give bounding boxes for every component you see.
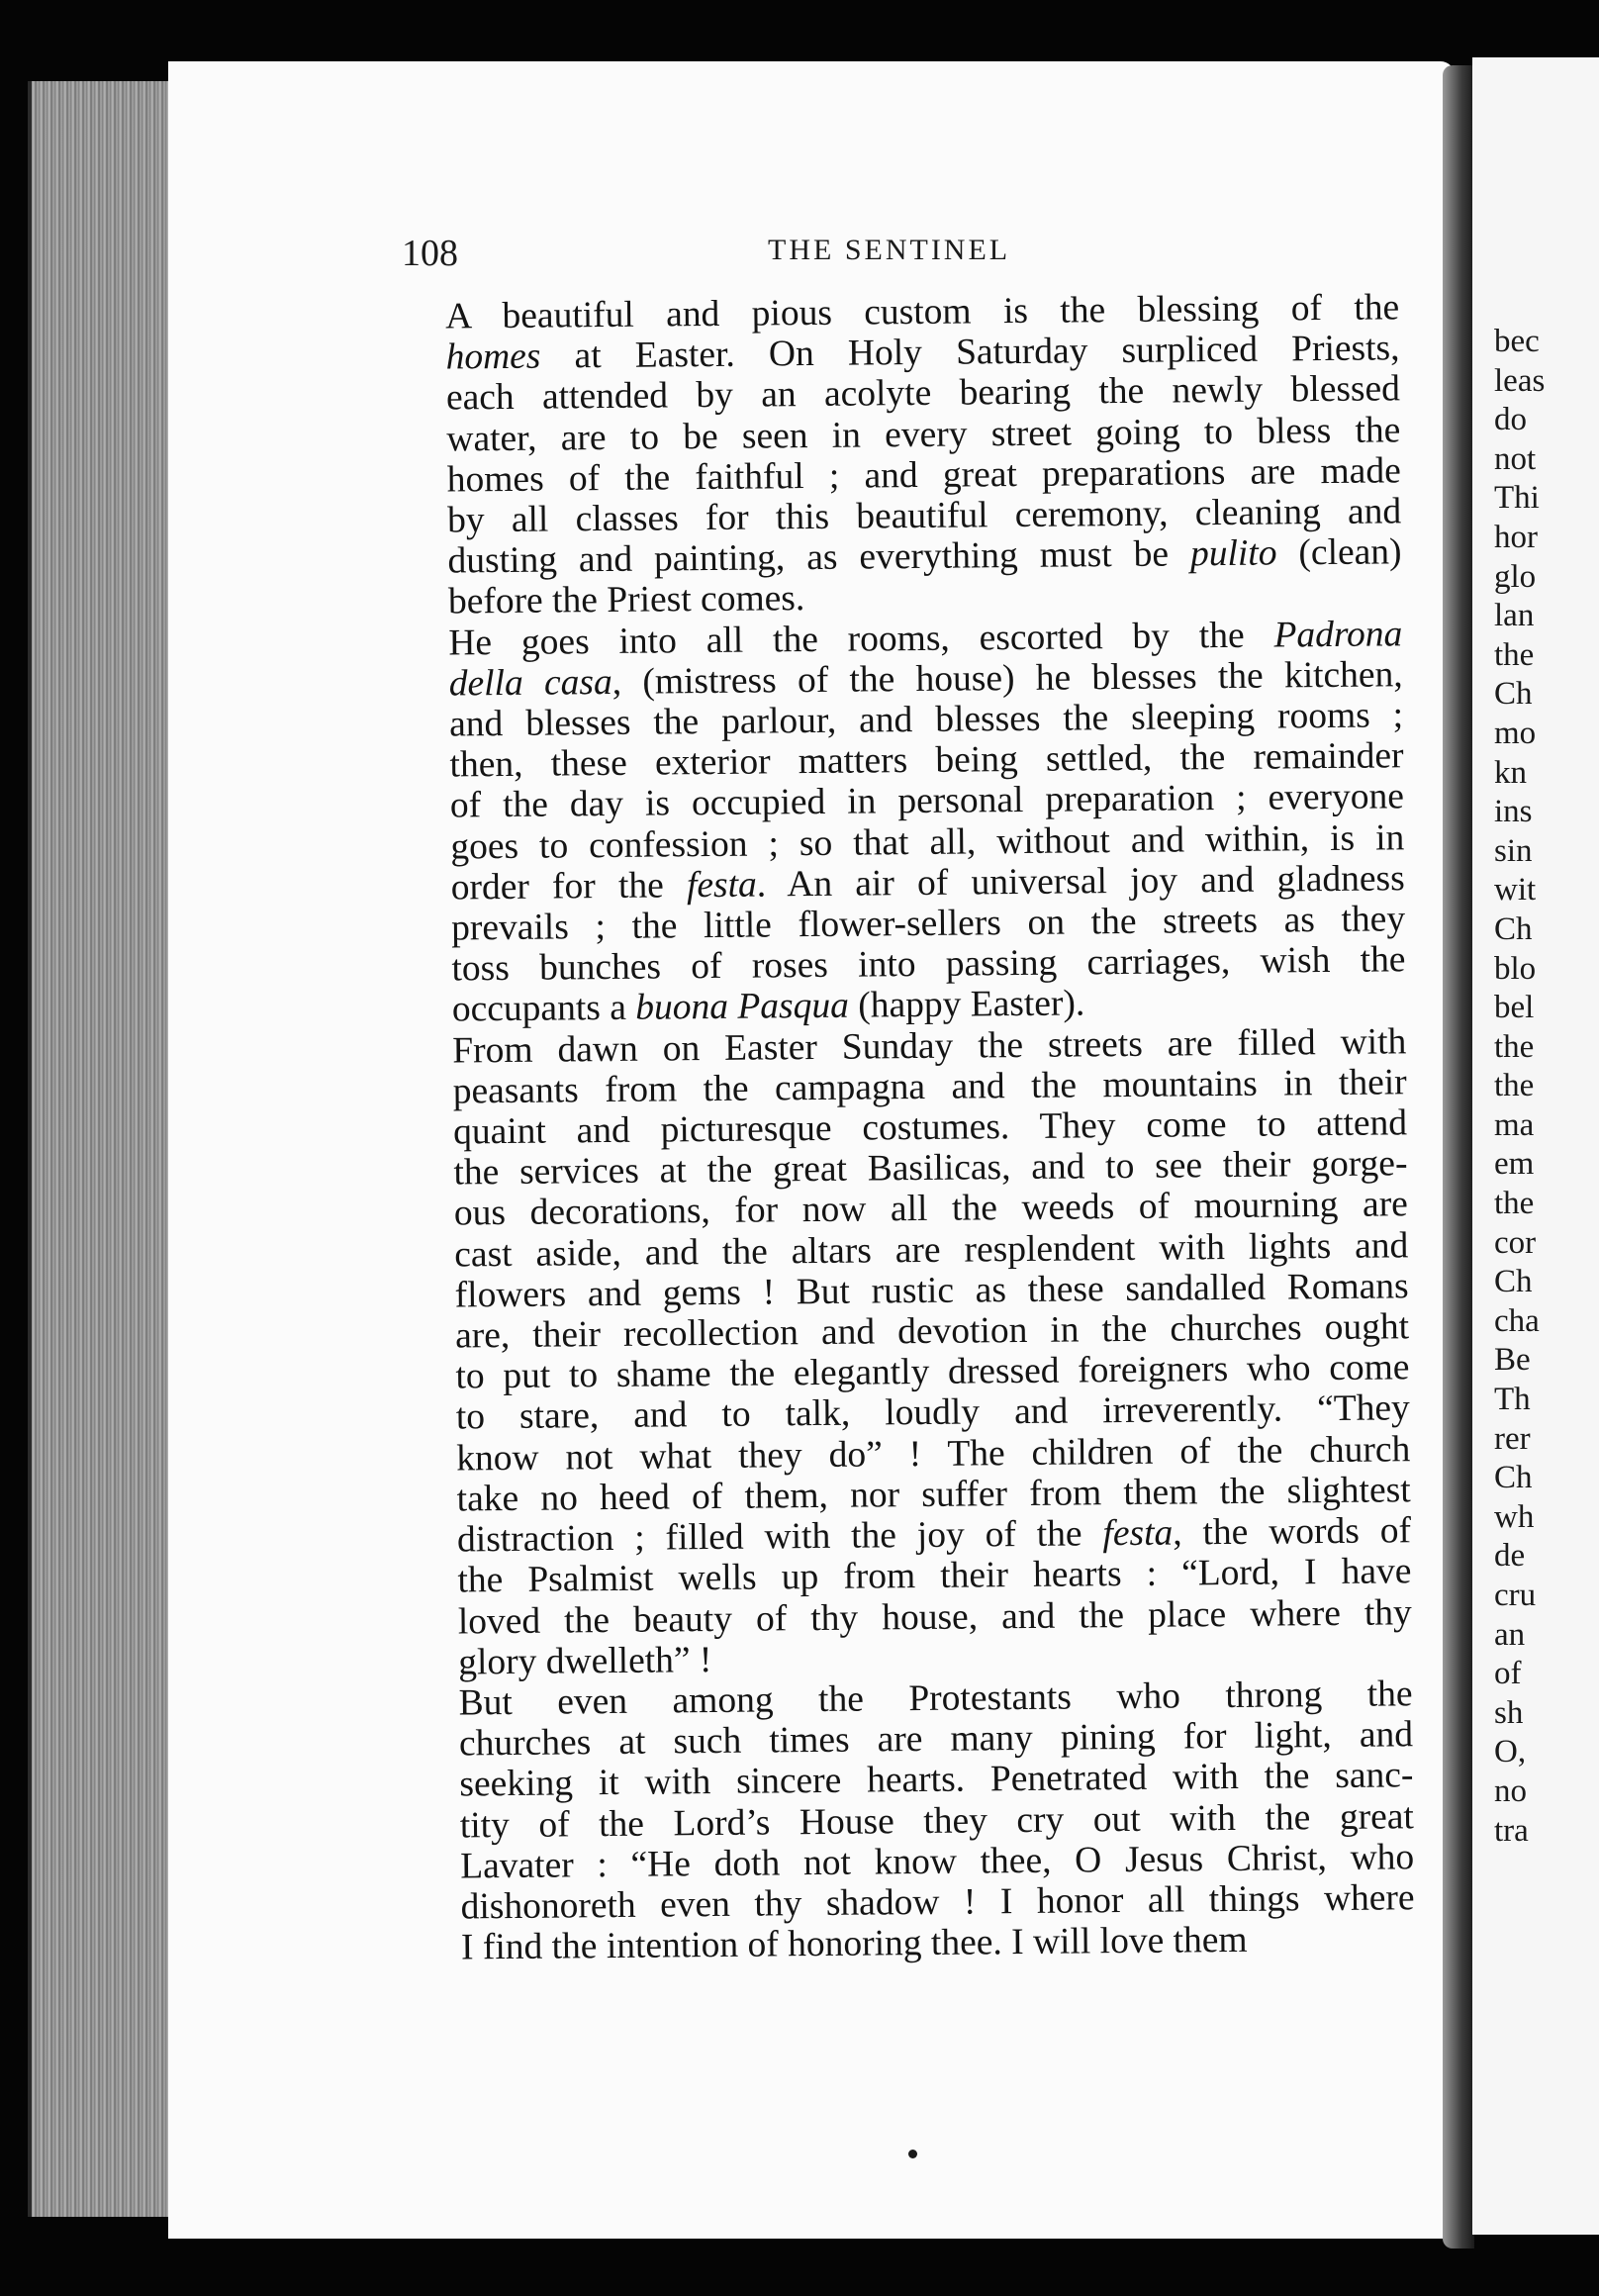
text-line: ous decorations, for now all the weeds of mourning are — [453, 1184, 1409, 1234]
paragraph-priest-visit — [403, 614, 1406, 1031]
italic-term: festa — [1102, 1512, 1174, 1555]
running-head — [402, 226, 1322, 285]
text-line: water, are to be seen in every street going to bless the — [446, 409, 1401, 460]
text-line: before the Priest comes. — [447, 578, 805, 622]
facing-page-text: bec leas do not Thi hor glo lan the Ch mo kn ins sin wit Ch blo bel the the ma em the cor Ch cha Be Th rer Ch wh de cru an of sh O, no tra — [1494, 324, 1546, 1849]
text-line: But even among the Protestants who throng the — [458, 1674, 1413, 1724]
text-line: order for the festa. An air of universal joy and gladness — [450, 858, 1405, 909]
text-line: cast aside, and the altars are resplendent with lights and — [454, 1224, 1409, 1276]
italic-term: Padrona — [1273, 613, 1403, 656]
paragraph-easter-blessing — [400, 287, 1402, 622]
ink-speck — [908, 2150, 917, 2158]
text-line: to stare, and to talk, loudly and irreverently. “They — [455, 1387, 1411, 1438]
text-line: distraction ; filled with the joy of the festa, the words of — [456, 1510, 1412, 1561]
text-line: A beautiful and pious custom is the blessing of the — [444, 287, 1400, 337]
text-line: loved the beauty of thy house, and the place where thy — [457, 1591, 1413, 1642]
text-line: know not what they do” ! The children of the church — [456, 1428, 1411, 1480]
text-line: churches at such times are many pining for light, and — [458, 1714, 1414, 1765]
text-line: He goes into all the rooms, escorted by the Padrona — [448, 613, 1403, 664]
italic-term: homes — [445, 335, 541, 378]
text-line: I find the intention of honoring thee. I will love them — [460, 1919, 1248, 1968]
text-line: prevails ; the little flower-sellers on the streets as they — [450, 899, 1406, 949]
italic-term: della casa — [448, 661, 612, 705]
body-text — [400, 287, 1415, 1968]
text-line: by all classes for this beautiful ceremony, cleaning and — [446, 491, 1402, 541]
text-line: occupants a buona Pasqua (happy Easter). — [451, 983, 1085, 1030]
text-line: homes at Easter. On Holy Saturday surpliced Priests, — [445, 328, 1400, 378]
text-line: tity of the Lord’s House they cry out with the great — [459, 1795, 1414, 1847]
text-line: the services at the great Basilicas, and to see their gorge- — [453, 1143, 1408, 1194]
text-line: glory dwelleth” ! — [458, 1639, 712, 1683]
text-line: goes to confession ; so that all, without and within, is in — [450, 816, 1405, 868]
italic-term: pulito — [1189, 532, 1277, 575]
facing-page — [1472, 57, 1599, 2235]
text-line: and blesses the parlour, and blesses the sleeping rooms ; — [448, 695, 1404, 745]
italic-term: buona Pasqua — [635, 986, 850, 1029]
page-number: 108 — [402, 233, 458, 274]
running-title: THE SENTINEL — [768, 234, 1011, 266]
text-line: peasants from the campagna and the mountains in their — [452, 1062, 1407, 1112]
italic-term: festa — [686, 864, 757, 907]
text-line: homes of the faithful ; and great preparations are made — [446, 450, 1401, 501]
text-line: the Psalmist wells up from their hearts : “Lord, I have — [457, 1551, 1412, 1601]
text-line: Lavater : “He doth not know thee, O Jesus Christ, who — [460, 1836, 1415, 1887]
text-line: to put to shame the elegantly dressed foreigners who come — [455, 1347, 1410, 1397]
text-line: each attended by an acolyte bearing the newly blessed — [445, 368, 1401, 419]
book-gutter — [1443, 65, 1474, 2248]
text-line: flowers and gems ! But rustic as these sandalled Romans — [454, 1266, 1409, 1316]
text-line: seeking it with sincere hearts. Penetrated with the sanc- — [459, 1755, 1414, 1805]
text-line: dishonoreth even thy shadow ! I honor all things where — [460, 1877, 1415, 1928]
text-line: toss bunches of roses into passing carriages, wish the — [451, 939, 1406, 990]
paragraph-protestants — [413, 1674, 1415, 1968]
text-line: of the day is occupied in personal preparation ; everyone — [449, 776, 1405, 826]
paragraph-easter-sunday — [407, 1021, 1412, 1683]
text-line: quaint and picturesque costumes. They come to attend — [452, 1102, 1408, 1153]
text-line: take no heed of them, nor suffer from them the slightest — [456, 1470, 1411, 1520]
text-line: dusting and painting, as everything must be pulito (clean) — [447, 531, 1402, 582]
text-line: della casa, (mistress of the house) he blesses the kitchen, — [448, 654, 1403, 705]
text-line: then, these exterior matters being settled, the remainder — [449, 735, 1404, 786]
text-line: are, their recollection and devotion in the churches ought — [454, 1306, 1410, 1357]
text-line: From dawn on Easter Sunday the streets are filled with — [452, 1020, 1407, 1072]
